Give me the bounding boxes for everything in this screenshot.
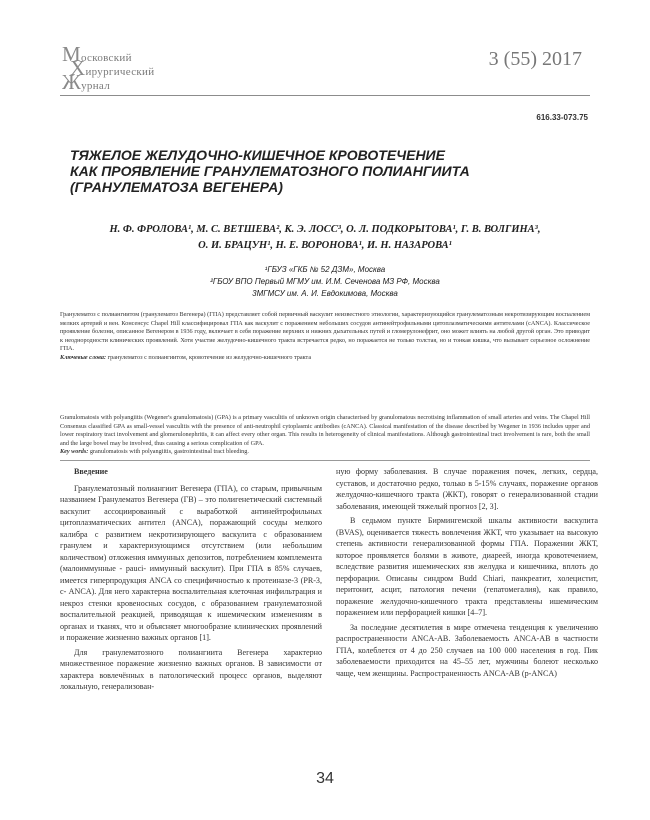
logo-line-3 [62, 70, 110, 95]
body-column-left [60, 466, 322, 693]
page-number: 34 [316, 770, 334, 787]
title-line: КАК ПРОЯВЛЕНИЕ ГРАНУЛЕМАТОЗНОГО ПОЛИАНГИИТА [70, 163, 470, 179]
logo-cap-m: М [62, 42, 81, 66]
body-paragraph: В седьмом пункте Бирмингемской шкалы активности васкулита (BVAS), оценивается тяжесть вовлечения ЖКТ, что указывает на высокую степень активности генерализованной формы ГПА. Поражении ЖКТ, которое проявляется болями в животе, диареей, иногда кровотечением, вследствие развития ишемических язв желудка и кишечника, вплоть до перфорации. Описаны синдром Budd Chiari, панкреатит, холецистит, перитонит, асцит, патология печени (гепатомегалия), как правило, поражение желудочно-кишечного тракта представлены ишемическим поражением или перфорацией кишки [4–7]. [336, 516, 598, 617]
affiliation: 3МГМСУ им. А. И. Евдокимова, Москва [252, 289, 398, 298]
title-line: (ГРАНУЛЕМАТОЗА ВЕГЕНЕРА) [70, 179, 283, 195]
title-line: ТЯЖЕЛОЕ ЖЕЛУДОЧНО-КИШЕЧНОЕ КРОВОТЕЧЕНИЕ [70, 147, 445, 163]
body-paragraph: За последние десятилетия в мире отмечена тенденция к увеличению распространенности ANCA-AB. Заболеваемость ANCA-AB в частности ГПА, колеблется от 4 до 250 случаев на 100 000 населения в год. Пик заболеваемости приходится на 45–55 лет, мужчины болеют несколько чаще, чем женщины. Распространенность ANCA-AB (p-ANCA) [336, 622, 598, 678]
abstract-en-text: Granulomatosis with polyangiitis (Wegener's granulomatosis) (GPA) is a primary vasculitis of unknown origin characterised by granulomatous necrotising inflammation of small arteries and veins. The Chapel Hill Consensus classified GPA as small-vessel vasculitis with the presence of anti-neutrophil cytoplasmic antibodies (cANCA). Classical manifestation of the disease described by Wegener in 1936 includes upper and lower respiratory tract involvement and glomerulonephritis, it can affect every other organ. This results in heterogeneity of clinical manifestations. Although gastrointestinal tract involvement is rare, both the small and the large bowel may be involved, thus causing a serious complication of GPA. [60, 414, 590, 447]
logo-cap-h: Х [70, 56, 86, 80]
affiliation: ²ГБОУ ВПО Первый МГМУ им. И.М. Сеченова МЗ РФ, Москва [210, 277, 440, 286]
keywords-en-text: granulomatosis with polyangiitis, gastrointestinal tract bleeding. [88, 448, 249, 455]
affiliations [60, 264, 590, 300]
article-title [70, 147, 590, 195]
body-paragraph: Гранулематозный полиангиит Вегенера (ГПА), со старым, привычным названием Гранулематоз Вегенера (ГВ) – это полигенетический системный васкулит ассоциированный с выработкой антинейтрофильных цитоплазматических антител (ANCA), поражающий сосуды мелкого калибра с развитием некротизирующего васкулита с образованием гранулем и характеризующимся отсутствием (или небольшим количеством) отложения иммунных депозитов, потреблением комплемента (малоиммунные - pauci- иммунный васкулит). При ГПА в 85% случаев, имеется гиперпродукция ANCA со специфичностью к протеиназе-3 (PR-3, с- ANCA). Для него характерна воспалительная клеточная инфильтрация и некроз стенки кровеносных сосудов, с образованием гранулематозной воспалительной реакцией, приводящая к ишемическим изменениям в органах и тканях, что и объясняет многообразие клинических проявлений и поражение жизненно важных органов [1]. [60, 483, 322, 642]
keywords-en [60, 448, 590, 457]
body-column-right [336, 466, 598, 679]
body-paragraph: ную форму заболевания. В случае поражения почек, легких, сердца, суставов, и достаточно редко, только в 5-15% случаях, поражение органов желудочно-кишечного тракта (ЖКТ), говорят о генерализованной стадии заболевания, имеющей тяжелый прогноз [2, 3]. [336, 467, 598, 511]
abstract-ru-text: Гранулематоз с полиангиитом (гранулематоз Вегенера) (ГПА) представляет собой первичный васкулит неизвестного этиологии, характеризующийся гранулематозным некротизирующим воспалением мелких артерий и вен. Консенсус Chapel Hill классифицировал ГПА как васкулит с поражением небольших сосудов антинейтрофильными цитоплазматическими антителами (cANCA). Классическое проявление болезни, описанное Вегенером в 1936 году, включает в себя поражение верхних и нижних дыхательных путей и гломерулонефрит, оно может влиять на любой другой орган. Это приводит к неоднородности клинических проявлений. Хотя участие желудочно-кишечного тракта встречается редко, но поражается не только толстая, но и тонкая кишка, что вызывает серьезное осложнение ГПА. [60, 311, 590, 352]
keywords-ru [60, 354, 590, 363]
logo-rest-2: ирургический [85, 66, 155, 78]
keywords-en-label: Key words: [60, 448, 89, 455]
logo-rest-3: урнал [81, 80, 110, 92]
header-divider [60, 95, 590, 96]
udc-code: 616.33-073.75 [536, 113, 588, 122]
journal-logo [62, 42, 182, 92]
affiliation: ¹ГБУЗ «ГКБ № 52 ДЗМ», Москва [264, 265, 386, 274]
body-divider [60, 460, 590, 461]
logo-rest-1: осковский [80, 52, 132, 64]
authors-line: О. И. БРАЦУН¹, Н. Е. ВОРОНОВА¹, И. Н. НАЗАРОВА¹ [198, 240, 452, 251]
keywords-ru-label: Ключевые слова: [60, 353, 107, 361]
keywords-ru-text: гранулематоз с полиангиитом, кровотечение из желудочно-кишечного тракта [106, 353, 312, 361]
abstract-russian [60, 311, 590, 362]
authors-line: Н. Ф. ФРОЛОВА¹, М. С. ВЕТШЕВА², К. Э. ЛОСС³, О. Л. ПОДКОРЫТОВА¹, Г. В. ВОЛГИНА³, [109, 224, 541, 235]
abstract-english [60, 414, 590, 457]
article-authors [60, 222, 590, 254]
section-title: Введение [74, 467, 108, 476]
logo-cap-zh: Ж [62, 70, 82, 94]
body-paragraph: Для гранулематозного полиангиита Вегенера характерно множественное поражение жизненно важных органов. В зависимости от характера вовлечённых в патологический процесс органов, выделяют локальную, генерализован- [60, 647, 322, 691]
issue-number: 3 (55) 2017 [488, 48, 582, 70]
